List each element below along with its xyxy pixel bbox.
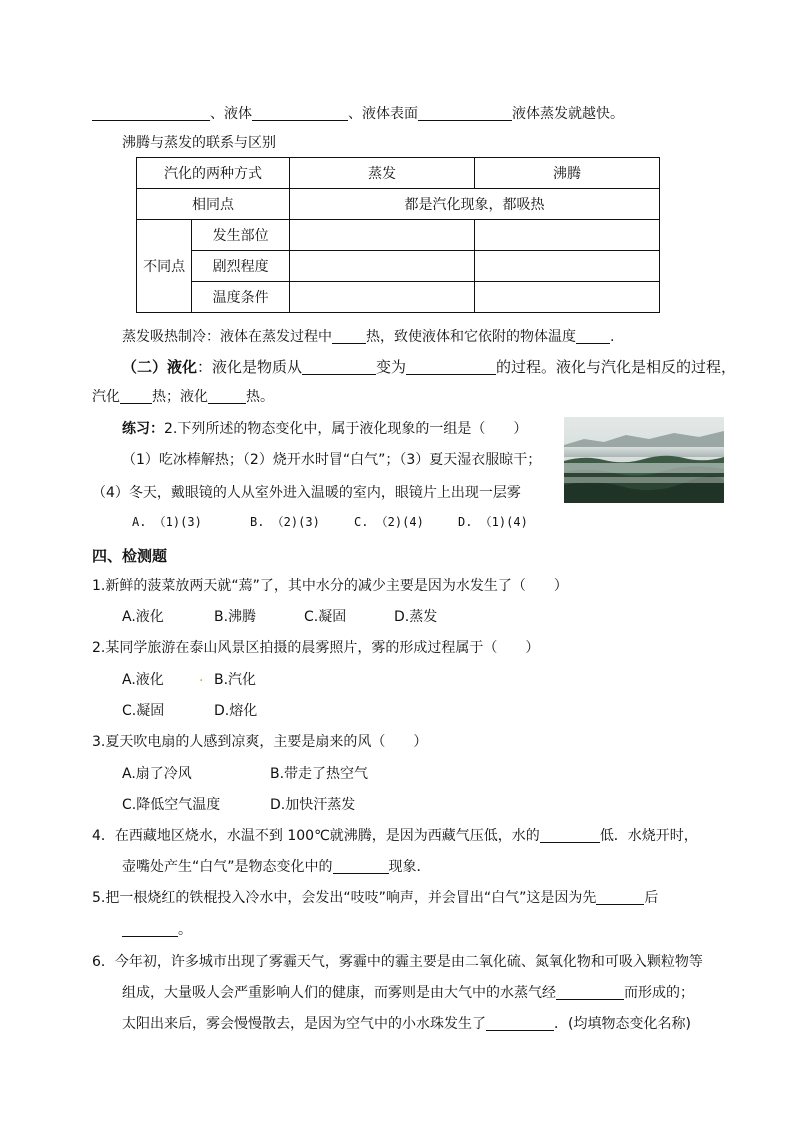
table-cell: 不同点 bbox=[137, 220, 192, 313]
blank[interactable] bbox=[252, 105, 348, 121]
option[interactable]: C.凝固 bbox=[122, 703, 165, 719]
practice-question: 练习：2.下列所述的物态变化中，属于液化现象的一组是（ ） bbox=[122, 421, 528, 437]
fog-landscape-photo bbox=[564, 417, 724, 503]
blank[interactable] bbox=[332, 328, 366, 344]
question-2: 2.某同学旅游在泰山风景区拍摄的晨雾照片，雾的形成过程属于（ ） bbox=[92, 640, 540, 656]
answer-cell[interactable] bbox=[475, 282, 660, 313]
question-4-line-1: 4．在西藏地区烧水，水温不到 100℃就沸腾，是因为西藏气压低，水的 低．水烧开时， bbox=[92, 828, 698, 844]
answer-cell[interactable] bbox=[475, 220, 660, 251]
question-4-line-2: 壶嘴处产生“白气”是物态变化中的 现象． bbox=[122, 859, 431, 875]
liquefaction-line-2: 汽化 热；液化 热。 bbox=[92, 389, 274, 405]
table-cell: 都是汽化现象，都吸热 bbox=[290, 189, 660, 220]
option[interactable]: A.液化 bbox=[122, 609, 164, 625]
option[interactable]: C.降低空气温度 bbox=[122, 797, 221, 813]
blank[interactable] bbox=[576, 328, 610, 344]
practice-line-2: （4）冬天，戴眼镜的人从室外进入温暖的室内，眼镜片上出现一层雾 bbox=[92, 485, 521, 501]
table-cell: 相同点 bbox=[137, 189, 290, 220]
answer-cell[interactable] bbox=[290, 251, 475, 282]
option[interactable]: C. （2)(4) bbox=[354, 515, 424, 529]
section-title: 沸腾与蒸发的联系与区别 bbox=[122, 135, 276, 151]
question-6-line-2: 组成，大量吸人会严重影响人们的健康，而雾则是由大气中的水蒸气经 而形成的； bbox=[122, 985, 694, 1001]
option[interactable]: B.带走了热空气 bbox=[270, 766, 369, 782]
option[interactable]: A.扇了冷风 bbox=[122, 766, 192, 782]
option[interactable]: B.沸腾 bbox=[214, 609, 257, 625]
table-cell: 温度条件 bbox=[192, 282, 290, 313]
option[interactable]: D. （1)(4) bbox=[458, 515, 528, 529]
blank[interactable] bbox=[122, 921, 178, 937]
stray-mark: . bbox=[199, 669, 204, 685]
blank[interactable] bbox=[418, 105, 512, 121]
answer-cell[interactable] bbox=[290, 282, 475, 313]
practice-line-1: （1）吃冰棒解热；（2）烧开水时冒“白气”；（3）夏天湿衣服晾干； bbox=[122, 452, 542, 468]
option[interactable]: A. （1)(3) bbox=[132, 515, 202, 529]
blank[interactable] bbox=[302, 359, 376, 375]
answer-cell[interactable] bbox=[475, 251, 660, 282]
blank[interactable] bbox=[208, 388, 246, 404]
question-6-line-3: 太阳出来后，雾会慢慢散去，是因为空气中的小水珠发生了 ．(均填物态变化名称) bbox=[122, 1016, 691, 1032]
line-top: 、液体 、液体表面 液体蒸发就越快。 bbox=[92, 103, 624, 123]
table-cell: 发生部位 bbox=[192, 220, 290, 251]
comparison-table bbox=[136, 157, 660, 313]
option[interactable]: B. （2)(3) bbox=[250, 515, 320, 529]
section-heading: 四、检测题 bbox=[92, 547, 168, 565]
evaporation-line: 蒸发吸热制冷：液体在蒸发过程中 热，致使液体和它依附的物体温度 . bbox=[122, 329, 615, 345]
question-5-line-1: 5.把一根烧红的铁棍投入冷水中，会发出“吱吱”响声，并会冒出“白气”这是因为先 后 bbox=[92, 890, 659, 906]
question-3: 3.夏天吹电扇的人感到凉爽，主要是扇来的风（ ） bbox=[92, 734, 428, 750]
question-1: 1.新鲜的菠菜放两天就“蔫”了，其中水分的减少主要是因为水发生了（ ） bbox=[92, 578, 568, 594]
blank[interactable] bbox=[540, 827, 600, 843]
option[interactable]: D.蒸发 bbox=[394, 609, 438, 625]
table-header: 蒸发 bbox=[290, 158, 475, 189]
blank[interactable] bbox=[120, 388, 152, 404]
blank[interactable] bbox=[556, 984, 624, 1000]
liquefaction-line: （二）液化：液化是物质从 变为 的过程。液化与汽化是相反的过程， bbox=[122, 358, 737, 376]
option[interactable]: A.液化 bbox=[122, 672, 164, 688]
blank[interactable] bbox=[92, 105, 210, 121]
blank[interactable] bbox=[406, 359, 496, 375]
table-header: 沸腾 bbox=[475, 158, 660, 189]
question-6-line-1: 6．今年初，许多城市出现了雾霾天气，雾霾中的霾主要是由二氧化硫、氮氧化物和可吸入颗粒物等 bbox=[92, 954, 703, 970]
answer-cell[interactable] bbox=[290, 220, 475, 251]
table-cell: 剧烈程度 bbox=[192, 251, 290, 282]
option[interactable]: B.汽化 bbox=[214, 672, 257, 688]
blank[interactable] bbox=[333, 858, 389, 874]
option[interactable]: C.凝固 bbox=[304, 609, 347, 625]
table-header: 汽化的两种方式 bbox=[137, 158, 290, 189]
option[interactable]: D.加快汗蒸发 bbox=[270, 797, 356, 813]
question-5-line-2: 。 bbox=[122, 919, 192, 939]
blank[interactable] bbox=[596, 889, 644, 905]
blank[interactable] bbox=[486, 1015, 554, 1031]
option[interactable]: D.熔化 bbox=[214, 703, 258, 719]
